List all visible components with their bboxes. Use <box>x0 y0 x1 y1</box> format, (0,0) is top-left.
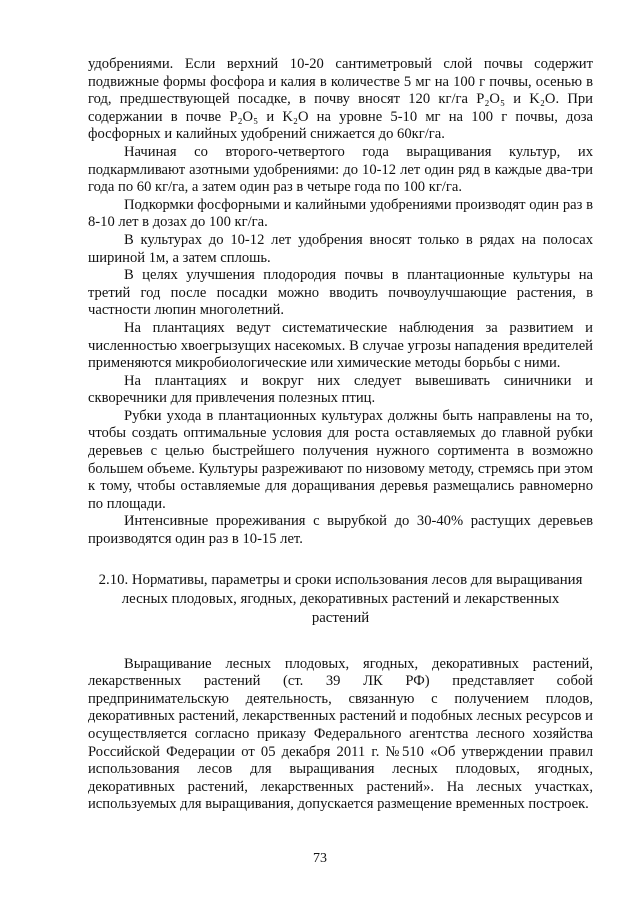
document-page <box>88 56 593 814</box>
paragraph-pest-monitoring: На плантациях ведут систематические наблюдения за развитием и численностью хвоегрызущих насекомых. В случае угрозы нападения вредителей применяются микробиологические или химические методы борьбы с ними. <box>88 319 593 372</box>
page-number: 73 <box>313 851 327 866</box>
paragraph-nitrogen-feeding: Начиная со второго-четвертого года выращивания культур, их подкармливают азотными удобрениями: до 10-12 лет один ряд в каждые два-три года по 60 кг/га, а затем один раз в четыре года по 100 кг/га. <box>88 143 593 196</box>
paragraph-row-strips: В культурах до 10-12 лет удобрения вносят только в рядах на полосах шириной 1м, а затем сплошь. <box>88 231 593 266</box>
paragraph-forest-plants-cultivation: Выращивание лесных плодовых, ягодных, декоративных растений, лекарственных растений (ст. 39 ЛК РФ) представляет собой предпринимательскую деятельность, связанную с получением плодов, декоративных растений, лекарственных растений и подобных лесных ресурсов и осуществляется согласно приказу Федерального агентства лесного хозяйства Российской Федерации от 05 декабря 2011 г. №510 «Об утверждении правил использования лесов для выращивания лесных плодовых, ягодных, декоративных растений, лекарственных растений». На лесных участках, используемых для выращивания, допускается размещение временных построек. <box>88 655 593 813</box>
paragraph-fertilizer-dose: удобрениями. Если верхний 10-20 сантиметровый слой почвы содержит подвижные формы фосфора и калия в количестве 5 мг на 100 г почвы, осенью в год, предшествующей посадке, в почву вносят 120 кг/га P₂O₅ и K₂O. При содержании в почве P₂O₅ и K₂O на уровне 5-10 мг на 100 г почвы, доза фосфорных и калийных удобрений снижается до 60кг/га. <box>88 56 593 143</box>
paragraph-intensive-thinning: Интенсивные прореживания с вырубкой до 30-40% растущих деревьев производятся один раз в 10-15 лет. <box>88 513 593 548</box>
paragraph-thinning: Рубки ухода в плантационных культурах должны быть направлены на то, чтобы создать оптимальные условия для роста оставляемых до главной рубки деревьев с целью быстрейшего получения нужного сортимента в возможно большем объеме. Культуры разреживают по низовому методу, стремясь при этом к тому, чтобы оставляемые для доращивания деревья размещались равномерно по площади. <box>88 407 593 512</box>
section-heading: 2.10. Нормативы, параметры и сроки использования лесов для выращивания лесных плодовых, ягодных, декоративных растений и лекарственных растений <box>98 571 583 626</box>
paragraph-birdhouses: На плантациях и вокруг них следует вывешивать синичники и скворечники для привлечения полезных птиц. <box>88 372 593 407</box>
paragraph-soil-improvement: В целях улучшения плодородия почвы в плантационные культуры на третий год после посадки можно вводить почвоулучшающие растения, в частности люпин многолетний. <box>88 267 593 319</box>
paragraph-phosphorus-potassium-feeding: Подкормки фосфорными и калийными удобрениями производят один раз в 8-10 лет в дозах до 100 кг/га. <box>88 196 593 231</box>
